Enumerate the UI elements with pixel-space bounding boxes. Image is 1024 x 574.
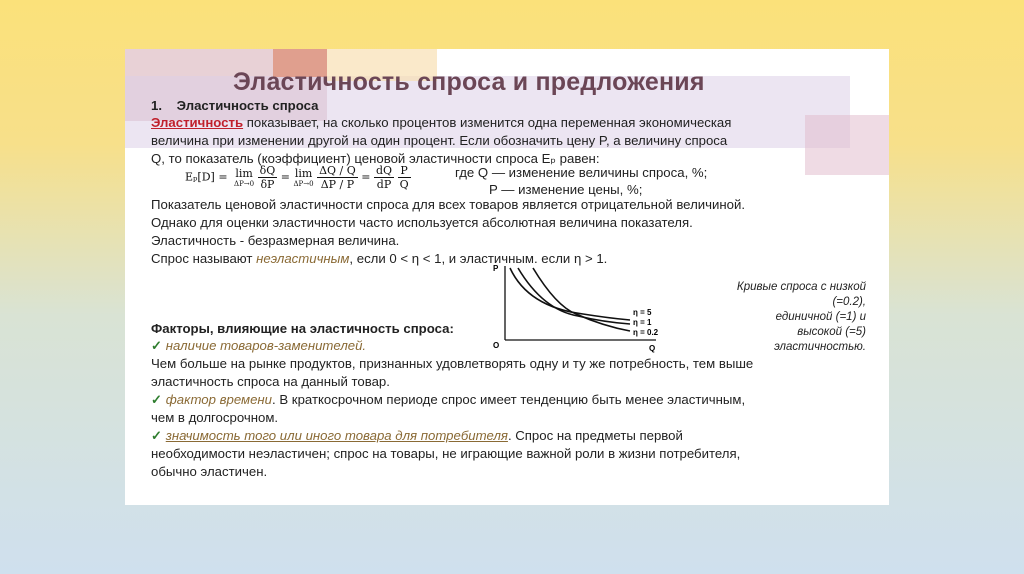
curve-label-5: η = 5	[633, 308, 652, 317]
graph-note	[706, 280, 866, 355]
factor-1-text-2: эластичность спроса на данный товар.	[151, 374, 390, 389]
inelastic-post: , если 0 < η < 1, и эластичным. если η > 1.	[349, 251, 608, 266]
elasticity-term: Эластичность	[151, 115, 244, 130]
p-axis-label: P	[493, 264, 499, 273]
curve-inelastic-02	[533, 268, 630, 331]
factor-2-line-2: чем в долгосрочном.	[151, 410, 279, 425]
graph-note-line-2: единичной (=1) и	[775, 311, 866, 323]
section-number: 1.	[151, 98, 162, 113]
elasticity-formula	[185, 164, 411, 191]
origin-label: O	[493, 341, 500, 350]
factor-1-title: наличие товаров-заменителей.	[165, 338, 367, 353]
f3-num: dQ	[376, 164, 393, 177]
equals: =	[280, 170, 290, 184]
body-line-3: Эластичность - безразмерная величина.	[151, 233, 400, 248]
limit-sub-2: ΔP→0	[293, 180, 314, 188]
decor-block	[805, 115, 889, 175]
factor-3-title: значимость того или иного товара для потребителя	[165, 428, 508, 443]
curve-elastic-5	[510, 268, 630, 320]
graph-note-line-3: высокой (=5) эластичностью.	[774, 326, 866, 353]
f1-den: δP	[260, 178, 275, 191]
factor-2	[151, 391, 745, 409]
factor-3	[151, 427, 683, 445]
body-line-1: Показатель ценовой эластичности спроса для всех товаров является отрицательной величиной.	[151, 197, 746, 212]
formula-where-1: где Q — изменение величины спроса, %;	[455, 165, 708, 180]
curve-label-1: η = 1	[633, 318, 652, 327]
factor-1-text-1: Чем больше на рынке продуктов, признанных удовлетворять одну и ту же потребность, тем выше	[151, 356, 754, 371]
demand-curves-graph	[488, 262, 668, 354]
section-heading-text: Эластичность спроса	[176, 98, 319, 113]
limit-sub: ΔP→0	[234, 180, 255, 188]
limit	[234, 167, 254, 188]
factor-2-text: . В краткосрочном периоде спрос имеет тенденцию быть менее эластичным,	[272, 392, 746, 407]
q-axis-label: Q	[649, 344, 656, 353]
slide-title: Эластичность спроса и предложения	[233, 68, 705, 96]
intro-line-1-text: показывает, на сколько процентов изменится одна переменная экономическая	[243, 115, 732, 130]
intro-line-2: величина при изменении другой на один процент. Если обозначить цену P, а величину спроса	[151, 133, 728, 148]
formula-where-2: P — изменение цены, %;	[489, 182, 643, 197]
limit-label: lim	[235, 167, 253, 180]
fraction-relative	[317, 164, 358, 191]
fraction-derivative	[374, 164, 394, 191]
f4-num: P	[398, 164, 411, 178]
factor-3-text: . Спрос на предметы первой	[507, 428, 683, 443]
intro-line-3: Q, то показатель (коэффициент) ценовой эластичности спроса Eₚ равен:	[151, 151, 600, 166]
f2-num: ΔQ / Q	[319, 164, 356, 177]
fraction-dq-dp	[258, 164, 278, 191]
inelastic-term: неэластичным	[256, 251, 350, 266]
limit-2	[294, 167, 314, 188]
factor-2-title: фактор времени	[165, 392, 273, 407]
check-icon: ✓	[151, 392, 163, 407]
check-icon: ✓	[151, 338, 163, 353]
graph-note-line-1: Кривые спроса с низкой (=0.2),	[736, 281, 866, 308]
factor-1	[151, 337, 366, 355]
check-icon: ✓	[151, 428, 163, 443]
f3-den: dP	[376, 178, 392, 191]
formula-lhs: Eₚ[D] =	[185, 170, 228, 184]
limit-label-2: lim	[294, 167, 313, 180]
fraction-p-q	[398, 164, 411, 191]
section-heading	[151, 97, 318, 115]
inelastic-pre: Спрос называют	[151, 251, 257, 266]
f2-den: ΔP / P	[320, 178, 355, 191]
intro-line-1	[151, 114, 731, 132]
factor-3-line-2: необходимости неэластичен; спрос на товары, не играющие важной роли в жизни потребителя,	[151, 446, 741, 461]
body-line-2: Однако для оценки эластичности часто используется абсолютная величина показателя.	[151, 215, 693, 230]
equals-2: =	[361, 170, 371, 184]
curve-unit-1	[518, 268, 630, 324]
curve-label-02: η = 0.2	[633, 328, 659, 337]
f4-den: Q	[399, 178, 409, 191]
factor-3-line-3: обычно эластичен.	[151, 464, 268, 479]
f1-num: δQ	[259, 164, 276, 177]
factors-heading: Факторы, влияющие на эластичность спроса:	[151, 321, 454, 336]
